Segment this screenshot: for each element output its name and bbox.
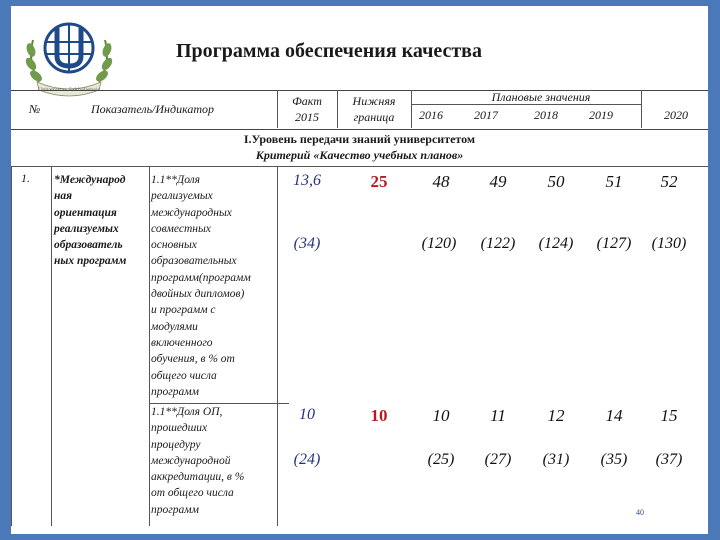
indicator-2-count: (27) (484, 451, 512, 468)
header-year: 2016 (419, 108, 443, 122)
header-lower: Нижняя (352, 94, 396, 108)
header-year: 2017 (474, 108, 498, 122)
indicator-1-count: (127) (596, 235, 632, 252)
indicator-2-count: (35) (600, 451, 628, 468)
indicator-2-count: (25) (427, 451, 455, 468)
indicator-1-value: 48 (432, 172, 450, 191)
section-criterion: Критерий «Качество учебных планов» (255, 148, 464, 162)
indicator-2-fact-count: (24) (293, 451, 321, 468)
indicator-2-description: 1.1**Доля ОП, прошедших процедуру международной аккредитации, в % от общего числа программ (151, 406, 245, 516)
indicator-2-value: 14 (605, 406, 623, 425)
header-indicator: Показатель/Индикатор (91, 102, 215, 116)
indicator-2-value: 15 (660, 406, 678, 425)
page-number: 40 (636, 508, 644, 517)
logo-ribbon-text: Universitas Sakhaliensis (37, 87, 101, 93)
indicator-1-count: (130) (651, 235, 687, 252)
row-number: 1. (21, 171, 30, 185)
indicator-1-value: 49 (489, 172, 507, 191)
indicator-1-fact: 13,6 (293, 172, 321, 189)
indicator-2-value: 11 (490, 406, 506, 425)
indicator-1-fact-count: (34) (293, 235, 321, 252)
row-name: *Международ ная ориентация реализуемых образователь ных программ (54, 174, 127, 268)
header-number: № (29, 102, 41, 116)
indicator-2-count: (31) (542, 451, 570, 468)
indicator-1-count: (122) (480, 235, 516, 252)
indicator-2-lower: 10 (370, 406, 388, 425)
header-lower-2: граница (353, 110, 395, 124)
indicator-2-value: 12 (547, 406, 565, 425)
indicator-1-description: 1.1**Доля реализуемых международных совместных основных образовательных программ(программ двойных дипломов) и программ с модулями включенного обучения, в % от общего числа программ (151, 174, 251, 398)
indicator-2-value: 10 (432, 406, 450, 425)
header-fact: Факт (292, 94, 322, 108)
header-year: 2020 (664, 108, 688, 122)
indicator-1-count: (120) (421, 235, 457, 252)
header-year: 2019 (589, 108, 613, 122)
section-level: I.Уровень передачи знаний университетом (243, 132, 476, 146)
slide (11, 6, 708, 534)
indicator-2-count: (37) (655, 451, 683, 468)
indicator-1-count: (124) (538, 235, 574, 252)
header-fact-year: 2015 (295, 110, 319, 124)
header-planned: Плановые значения (491, 90, 591, 104)
university-logo (19, 12, 119, 102)
indicator-1-value: 50 (547, 172, 565, 191)
page-title: Программа обеспечения качества (176, 40, 482, 62)
indicator-1-value: 52 (660, 172, 678, 191)
indicator-2-fact: 10 (299, 406, 315, 423)
indicator-1-value: 51 (605, 172, 623, 191)
indicator-1-lower: 25 (370, 172, 388, 191)
header-year: 2018 (534, 108, 558, 122)
